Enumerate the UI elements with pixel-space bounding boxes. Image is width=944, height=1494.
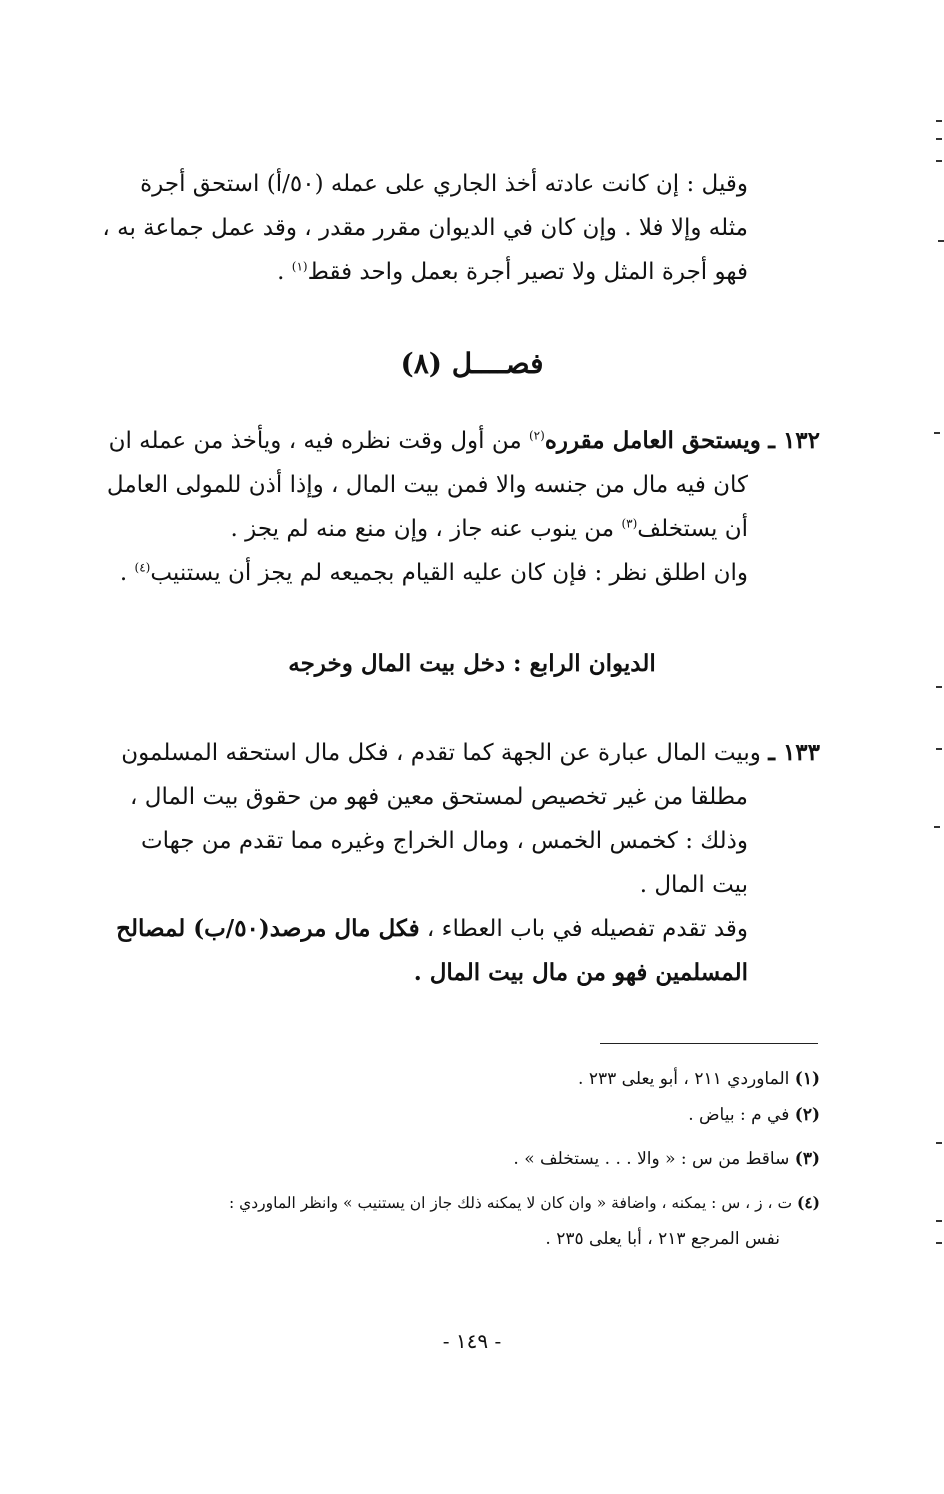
footnote-4-continued [545,1224,780,1254]
footnote-2-num: (٢) [794,1105,820,1125]
para-132-line-1-rest: من أول وقت نظره فيه ، ويأخذ من عمله ان [108,428,522,454]
para-132-line-1-bold: ويستحق العامل مقرره [544,427,761,454]
intro-paragraph [102,164,748,294]
para-133-number: ١٣٣ ـ [768,739,820,766]
scan-edge-mark [936,160,942,162]
para-133-line-5 [116,909,748,949]
para-133-line-5-bold: فكل مال مرصد(٥٠/ب) لمصالح [116,915,420,942]
footnote-3-num: (٣) [794,1149,820,1169]
paragraph-132 [100,421,820,611]
para-133-line-1-text: وبيت المال عبارة عن الجهة كما تقدم ، فكل مال استحقه المسلمون [121,740,761,766]
intro-line-3-end: . [277,259,285,285]
scan-edge-mark [938,240,944,242]
page-number: - ١٤٩ - [442,1329,502,1353]
scan-edge-mark [936,1242,942,1244]
para-132-line-3-b: من ينوب عنه جاز ، وإن منع منه لم يجز . [230,516,615,542]
footnote-2-text: في م : بياض . [688,1105,790,1125]
footnote-ref-2[interactable]: (٢) [528,428,545,443]
intro-line-3 [277,252,748,292]
footnote-1-text: الماوردي ٢١١ ، أبو يعلى ٢٣٣ . [578,1069,790,1089]
footnote-ref-3[interactable]: (٣) [621,516,638,531]
footnote-2 [688,1100,820,1130]
scan-edge-mark [934,432,940,434]
footnote-3-text: ساقط من س : « والا . . . يستخلف » . [513,1149,790,1169]
intro-line-3-text: فهو أجرة المثل ولا تصير أجرة بعمل واحد فقط [307,259,748,285]
footnote-4-num: (٤) [796,1193,820,1212]
footnote-ref-4[interactable]: (٤) [134,560,151,575]
footnote-4-cont-text: نفس المرجع ٢١٣ ، أبا يعلى ٢٣٥ . [545,1229,780,1249]
footnote-ref-1[interactable]: (١) [291,259,308,274]
para-132-line-3 [231,509,749,549]
scan-edge-mark [936,120,942,122]
footnote-1-num: (١) [794,1069,820,1089]
para-132-line-4-end: . [119,560,128,586]
sub-heading: الديوان الرابع : دخل بيت المال وخرجه [288,650,656,677]
scan-edge-mark [936,748,942,750]
paragraph-133 [100,733,820,1023]
scan-edge-mark [936,686,942,688]
footnote-separator [600,1043,818,1044]
para-133-line-4: بيت المال . [639,872,748,898]
scan-edge-mark [936,1220,942,1222]
para-132-line-1 [109,421,820,461]
para-133-line-5-normal: وقد تقدم تفصيله في باب العطاء ، [426,916,748,942]
para-133-line-3: وذلك : كخمس الخمس ، ومال الخراج وغيره مما تقدم من جهات [140,828,748,854]
footnote-4 [229,1188,820,1218]
scan-edge-mark [934,826,940,828]
para-132-line-2: كان فيه مال من جنسه والا فمن بيت المال ، وإذا أذن للمولى العامل [106,472,748,498]
footnotes [100,1058,820,1268]
footnote-1 [578,1064,820,1094]
para-132-line-4 [120,553,748,593]
scan-edge-mark [936,138,942,140]
para-132-line-4-text: وان اطلق نظر : فإن كان عليه القيام بجميعه لم يجز أن يستنيب [150,560,748,586]
para-133-line-1 [121,733,820,773]
para-133-line-6: المسلمين فهو من مال بيت المال . [413,959,748,986]
para-132-line-3-a: أن يستخلف [637,516,748,542]
footnote-3 [513,1144,820,1174]
footnote-4-text: ت ، ز ، س : يمكنه ، واضافة « وان كان لا يمكنه ذلك جاز ان يستنيب » وانظر الماوردي : [228,1194,793,1212]
section-heading: فصــــل (٨) [400,347,544,380]
intro-line-2: مثله وإلا فلا . وإن كان في الديوان مقرر مقدر ، وقد عمل جماعة به ، [102,215,748,241]
intro-line-1: وقيل : إن كانت عادته أخذ الجاري على عمله (٥٠/أ) استحق أجرة [140,171,748,197]
para-133-line-2: مطلقا من غير تخصيص لمستحق معين فهو من حقوق بيت المال ، [130,784,748,810]
scan-edge-mark [936,1142,942,1144]
para-132-number: ١٣٢ ـ [768,427,820,454]
